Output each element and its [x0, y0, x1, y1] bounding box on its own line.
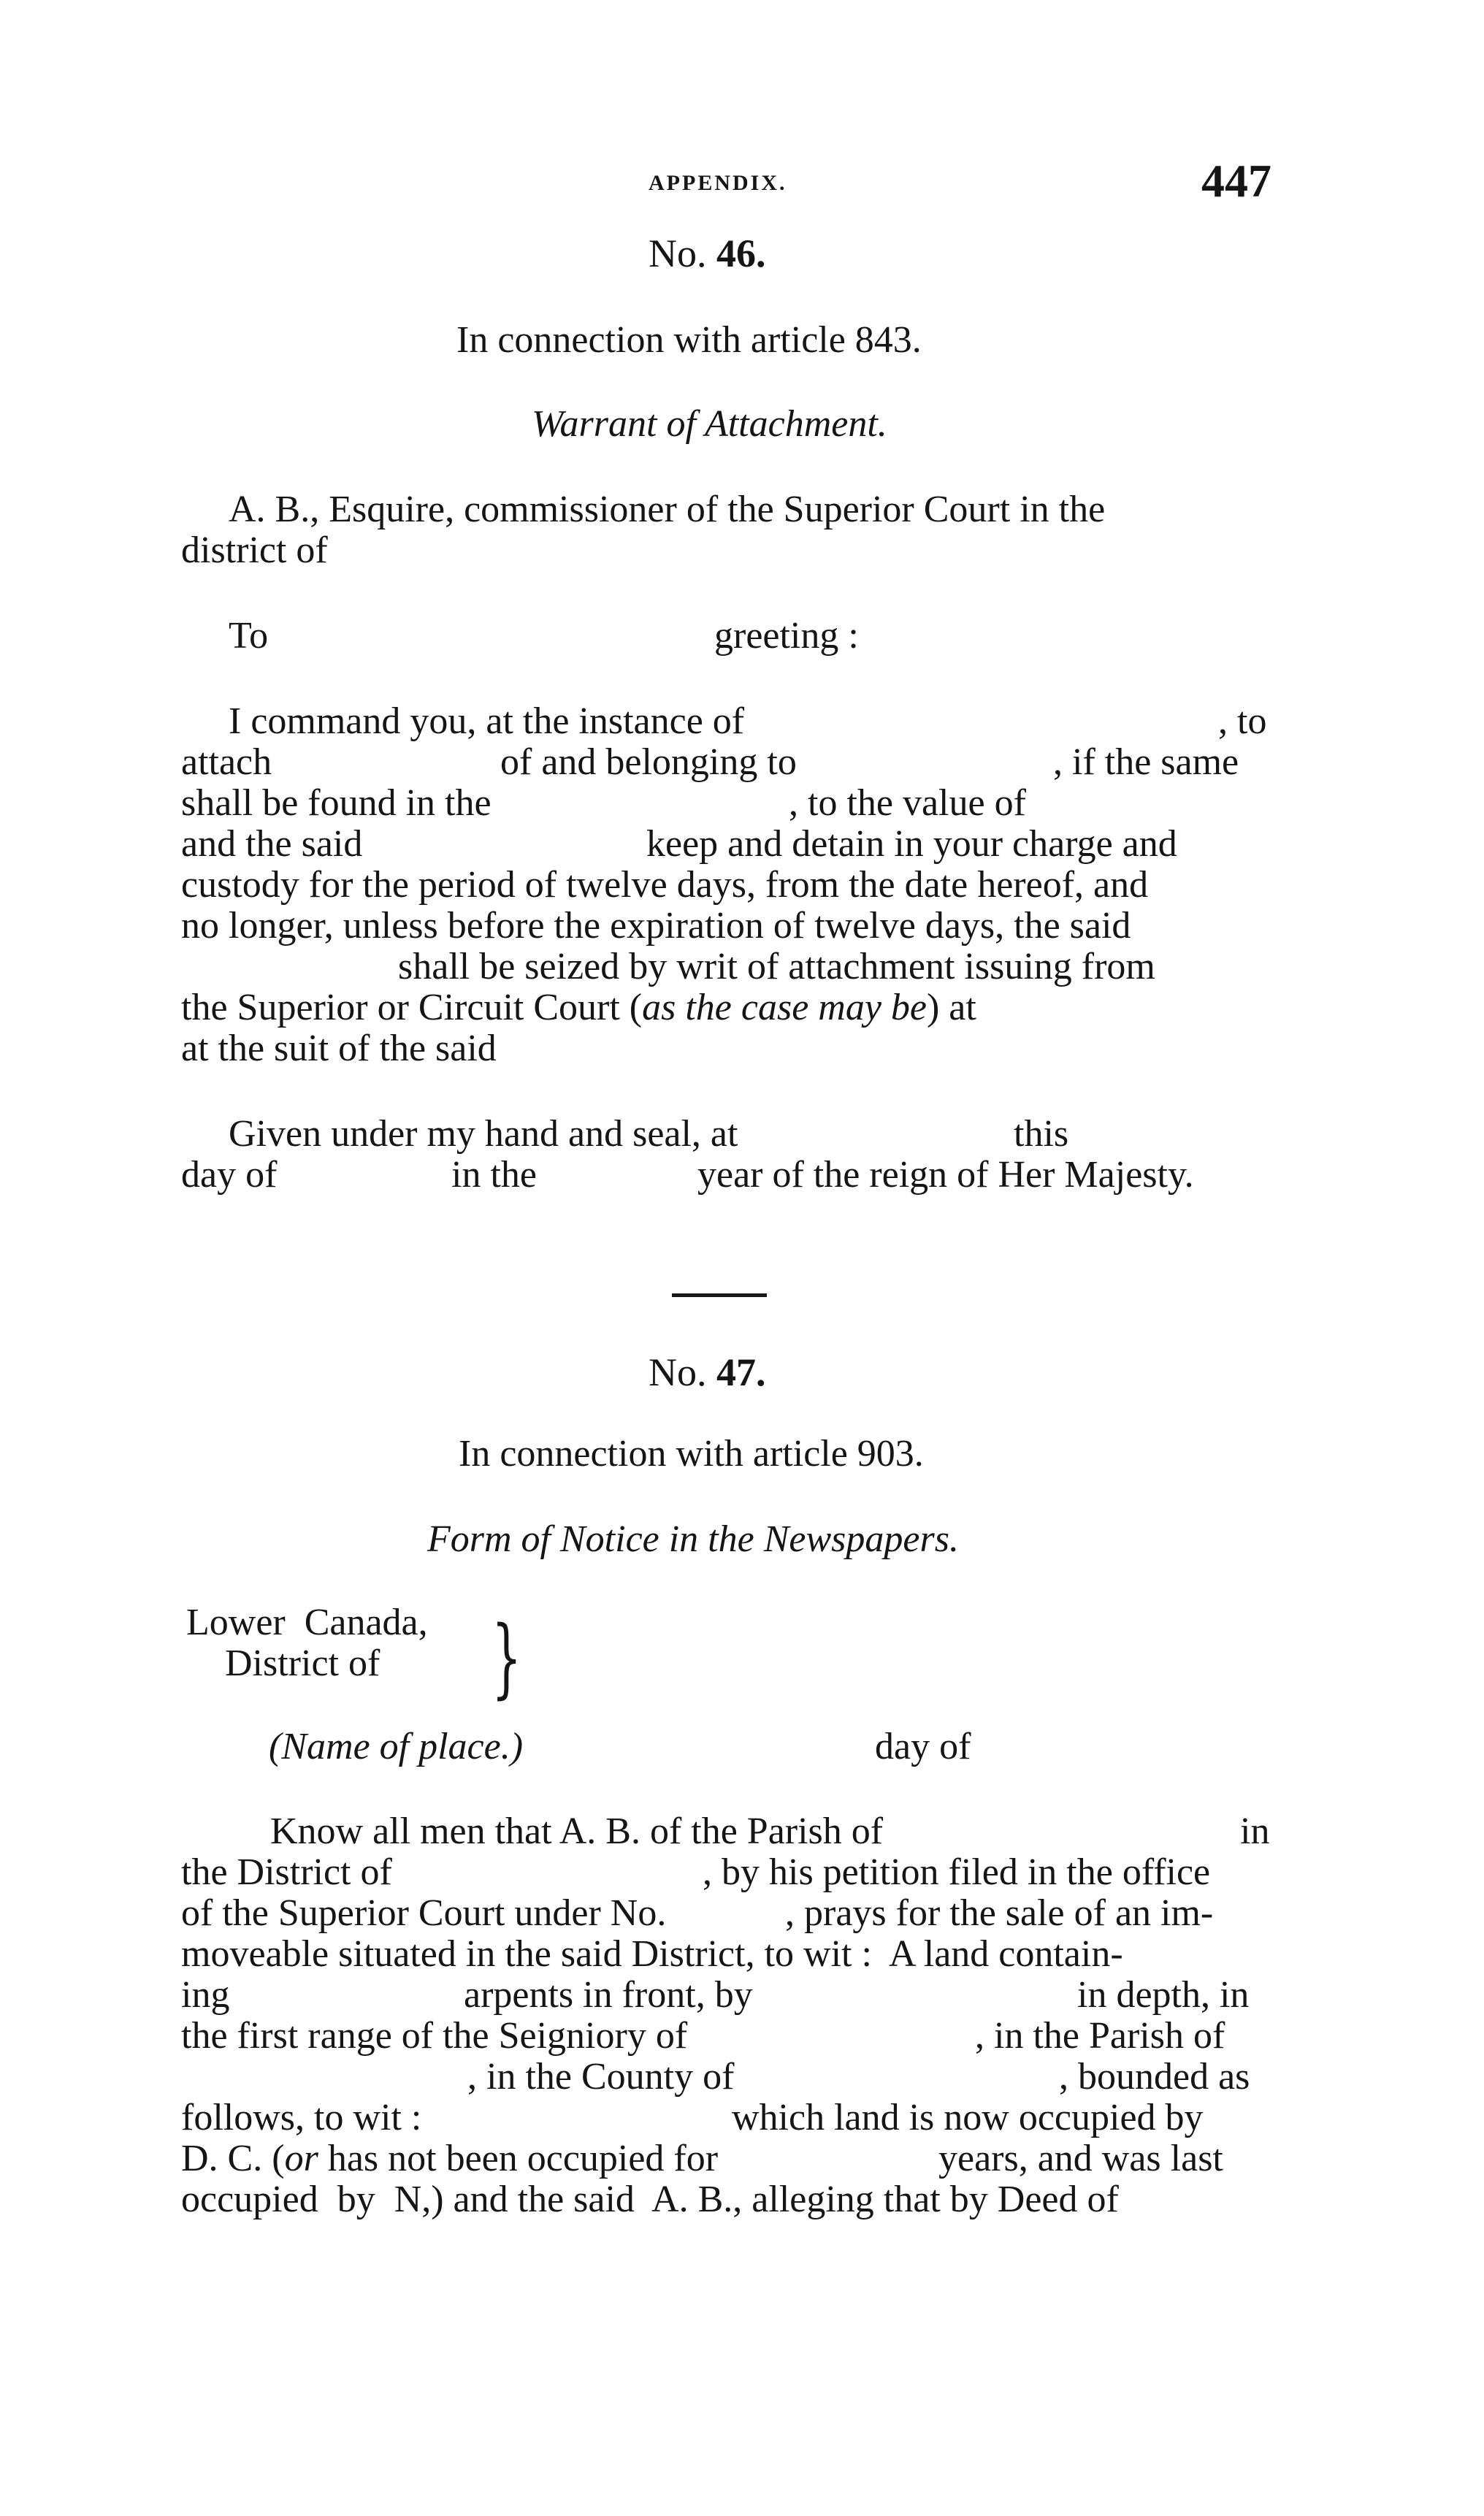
- warrant-text: custody for the period of twelve days, from the date hereof, and: [181, 864, 1149, 906]
- addressee-to: To: [229, 615, 269, 657]
- given-under-text: year of the reign of Her Majesty.: [697, 1154, 1194, 1196]
- notice-text: the first range of the Seigniory of: [181, 2015, 688, 2057]
- warrant-text: , to: [1218, 700, 1267, 742]
- warrant-text: , if the same: [1053, 741, 1239, 783]
- notice-text: , in the Parish of: [975, 2015, 1225, 2057]
- notice-text: which land is now occupied by: [732, 2097, 1204, 2138]
- form-47-connection: In connection with article 903.: [459, 1433, 924, 1475]
- notice-text: , in the County of: [467, 2056, 735, 2098]
- form-46-title: Warrant of Attachment.: [532, 403, 887, 445]
- warrant-text: at the suit of the said: [181, 1028, 497, 1069]
- given-under-text: Given under my hand and seal, at: [229, 1113, 738, 1155]
- form-number-prefix: No.: [649, 232, 707, 275]
- warrant-text: keep and detain in your charge and: [646, 823, 1177, 865]
- given-under-text: day of: [181, 1154, 278, 1196]
- warrant-text: the Superior or Circuit Court (as the case may be) at: [181, 987, 976, 1028]
- notice-text: occupied by N,) and the said A. B., alleging that by Deed of: [181, 2179, 1119, 2220]
- brace-glyph: }: [492, 1607, 522, 1708]
- notice-text: Know all men that A. B. of the Parish of: [270, 1810, 884, 1852]
- notice-text: of the Superior Court under No.: [181, 1892, 667, 1934]
- form-number: 46.: [716, 232, 766, 275]
- notice-text: arpents in front, by: [464, 1974, 753, 2016]
- form-47-title: Form of Notice in the Newspapers.: [427, 1518, 959, 1560]
- warrant-text: and the said: [181, 823, 363, 865]
- notice-text: follows, to wit :: [181, 2097, 422, 2138]
- form-number: 47.: [716, 1350, 766, 1394]
- greeting: greeting :: [714, 615, 859, 657]
- given-under-text: this: [1014, 1113, 1069, 1155]
- notice-text: the District of: [181, 1851, 392, 1893]
- warrant-text: attach: [181, 741, 272, 783]
- page-number: 447: [1201, 155, 1271, 207]
- notice-text: moveable situated in the said District, to wit : A land contain-: [181, 1933, 1123, 1975]
- notice-text: , by his petition filed in the office: [703, 1851, 1211, 1893]
- intro-line-2: district of: [181, 529, 328, 571]
- notice-text: in: [1240, 1810, 1270, 1852]
- date-day: day of: [875, 1726, 971, 1767]
- intro-line-1: A. B., Esquire, commissioner of the Superior Court in the: [229, 489, 1106, 530]
- warrant-text: shall be found in the: [181, 782, 492, 824]
- running-header: APPENDIX.: [649, 171, 787, 195]
- notice-text: , bounded as: [1059, 2056, 1250, 2098]
- warrant-text: no longer, unless before the expiration of twelve days, the said: [181, 905, 1131, 947]
- form-46-connection: In connection with article 843.: [456, 319, 922, 361]
- notice-text: , prays for the sale of an im-: [785, 1892, 1214, 1934]
- warrant-text: , to the value of: [789, 782, 1026, 824]
- notice-text: years, and was last: [938, 2138, 1223, 2179]
- notice-text: ing: [181, 1974, 230, 2016]
- place-line-1: Lower Canada,: [186, 1602, 428, 1643]
- form-number-prefix: No.: [649, 1350, 707, 1394]
- given-under-text: in the: [451, 1154, 537, 1196]
- section-divider: [672, 1293, 767, 1297]
- notice-text: D. C. (or has not been occupied for: [181, 2138, 719, 2179]
- place-line-2: District of: [225, 1643, 380, 1684]
- warrant-text: I command you, at the instance of: [229, 700, 745, 742]
- form-46-heading: [649, 234, 766, 273]
- warrant-text: of and belonging to: [500, 741, 797, 783]
- date-place: (Name of place.): [269, 1726, 524, 1767]
- form-47-heading: [649, 1350, 766, 1394]
- warrant-text: shall be seized by writ of attachment issuing from: [398, 946, 1155, 987]
- notice-text: in depth, in: [1077, 1974, 1250, 2016]
